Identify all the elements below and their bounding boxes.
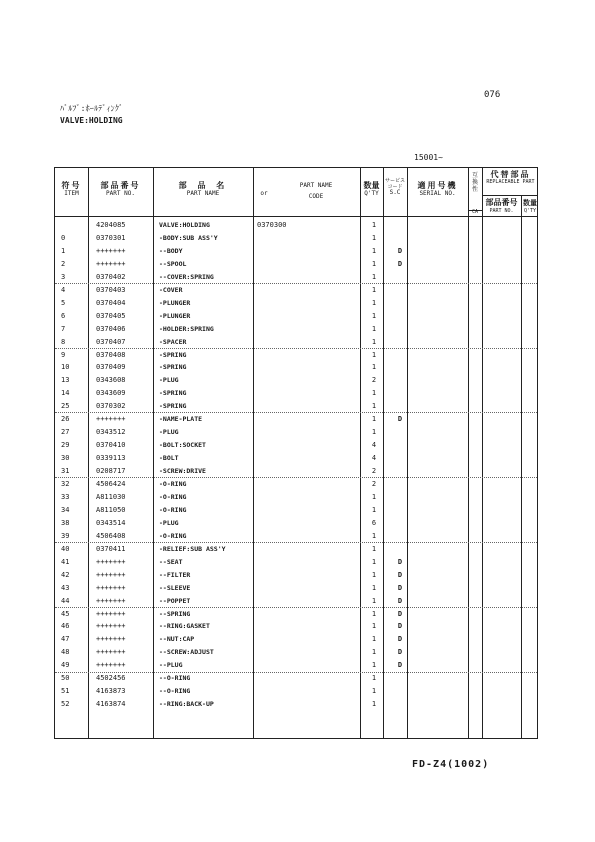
part-name-cell: -PLUNGER — [159, 311, 191, 320]
table-row — [55, 337, 537, 348]
part-no-cell: +++++++ — [96, 583, 126, 592]
table-row — [55, 596, 537, 607]
part-no-cell: 0370411 — [96, 544, 126, 553]
qty-cell: 1 — [371, 648, 377, 657]
item-cell: 0 — [61, 233, 66, 242]
service-code-cell: D — [397, 415, 403, 424]
qty-cell: 1 — [371, 350, 377, 359]
item-cell: 43 — [61, 583, 70, 592]
qty-cell: 1 — [371, 428, 377, 437]
table-row — [55, 686, 537, 697]
part-no-cell: +++++++ — [96, 415, 126, 424]
service-code-cell: D — [397, 583, 403, 592]
header-item: 符号 ITEM — [61, 181, 82, 197]
qty-cell: 1 — [371, 246, 377, 255]
qty-cell: 1 — [371, 557, 377, 566]
qty-cell: 4 — [371, 441, 377, 450]
table-row — [55, 505, 537, 516]
item-cell: 44 — [61, 596, 70, 605]
part-no-cell: +++++++ — [96, 609, 126, 618]
service-code-cell: D — [397, 246, 403, 255]
part-name-cell: -SPACER — [159, 337, 187, 346]
part-no-cell: +++++++ — [96, 246, 126, 255]
header-qty: 数量 Q'TY — [363, 181, 380, 197]
item-cell: 41 — [61, 557, 70, 566]
part-name-cell: VALVE:HOLDING — [159, 221, 210, 229]
item-cell: 26 — [61, 415, 70, 424]
item-cell: 5 — [61, 298, 66, 307]
header-part-name: 部 品 名 PART NAME — [178, 181, 228, 197]
part-no-cell: 4204085 — [96, 221, 126, 229]
part-name-cell: -BOLT:SOCKET — [159, 441, 206, 450]
item-cell: 46 — [61, 622, 70, 631]
table-row — [55, 647, 537, 658]
part-name-cell: --SEAT — [159, 557, 183, 566]
table-row — [55, 479, 537, 490]
part-name-cell: -SPRING — [159, 350, 187, 359]
item-cell: 7 — [61, 324, 66, 333]
part-name-cell: --SPRING — [159, 609, 191, 618]
part-name-cell: --SLEEVE — [159, 583, 191, 592]
table-row — [55, 350, 537, 361]
part-name-cell: --POPPET — [159, 596, 191, 605]
qty-cell: 2 — [371, 467, 377, 476]
item-cell: 34 — [61, 505, 70, 514]
part-name-cell: -NAME-PLATE — [159, 415, 203, 424]
qty-cell: 1 — [371, 635, 377, 644]
part-no-cell: +++++++ — [96, 557, 126, 566]
part-no-cell: 0343514 — [96, 518, 126, 527]
qty-cell: 1 — [371, 415, 377, 424]
service-code-cell: D — [397, 622, 403, 631]
qty-cell: 1 — [371, 609, 377, 618]
part-no-cell: 0370302 — [96, 402, 126, 411]
part-no-cell: 4506408 — [96, 531, 126, 540]
item-cell: 6 — [61, 311, 66, 320]
table-row — [55, 609, 537, 620]
table-row — [55, 570, 537, 581]
part-no-cell: A811030 — [96, 492, 126, 501]
part-name-cell: -O-RING — [159, 531, 187, 540]
table-row — [55, 220, 537, 231]
item-cell: 29 — [61, 441, 70, 450]
qty-cell: 2 — [371, 480, 377, 488]
title-japanese: ﾊﾞﾙﾌﾞ:ﾎｰﾙﾃﾞｨﾝｸﾞ — [60, 104, 124, 113]
item-cell: 10 — [61, 363, 70, 372]
part-name-cell: -BODY:SUB ASS'Y — [159, 233, 218, 242]
serial-range: 15001~ — [414, 153, 443, 162]
part-name-cell: --NUT:CAP — [159, 635, 195, 644]
qty-cell: 1 — [371, 622, 377, 631]
qty-cell: 1 — [371, 544, 377, 553]
table-row — [55, 440, 537, 451]
table-row — [55, 233, 537, 244]
part-name-cell: -RELIEF:SUB ASS'Y — [159, 544, 226, 553]
qty-cell: 1 — [371, 221, 377, 229]
qty-cell: 1 — [371, 337, 377, 346]
qty-cell: 1 — [371, 311, 377, 320]
item-cell: 40 — [61, 544, 70, 553]
qty-cell: 1 — [371, 272, 377, 281]
item-cell: 13 — [61, 376, 70, 385]
header-serial: 適用号機 SERIAL NO. — [417, 181, 458, 197]
table-row — [55, 621, 537, 632]
part-name-cell: --COVER:SPRING — [159, 272, 214, 281]
table-row — [55, 324, 537, 335]
table-row — [55, 466, 537, 477]
item-cell: 47 — [61, 635, 70, 644]
table-row — [55, 272, 537, 283]
table-row — [55, 375, 537, 386]
title-english: VALVE:HOLDING — [60, 116, 123, 125]
part-no-cell: 0343609 — [96, 389, 126, 398]
part-name-cell: -SPRING — [159, 389, 187, 398]
part-name-cell: --RING:GASKET — [159, 622, 210, 631]
qty-cell: 1 — [371, 285, 377, 294]
service-code-cell: D — [397, 259, 403, 268]
part-no-cell: +++++++ — [96, 259, 126, 268]
part-no-cell: 0370402 — [96, 272, 126, 281]
part-no-cell: +++++++ — [96, 596, 126, 605]
qty-cell: 1 — [371, 505, 377, 514]
qty-cell: 4 — [371, 454, 377, 463]
item-cell: 2 — [61, 259, 66, 268]
part-name-cell: -O-RING — [159, 492, 187, 501]
part-name-cell: -COVER — [159, 285, 183, 294]
part-code-cell: 0370300 — [257, 221, 287, 229]
item-cell: 39 — [61, 531, 70, 540]
qty-cell: 1 — [371, 402, 377, 411]
part-name-cell: -SPRING — [159, 363, 187, 372]
table-row — [55, 518, 537, 529]
part-name-cell: -PLUNGER — [159, 298, 191, 307]
part-name-cell: --SPOOL — [159, 259, 187, 268]
table-row — [55, 388, 537, 399]
qty-cell: 1 — [371, 531, 377, 540]
qty-cell: 1 — [371, 570, 377, 579]
table-row — [55, 285, 537, 296]
header-part-no: 部品番号 PART NO. — [100, 181, 141, 197]
part-no-cell: 0370301 — [96, 233, 126, 242]
part-no-cell: +++++++ — [96, 635, 126, 644]
part-no-cell: +++++++ — [96, 648, 126, 657]
part-name-cell: -SPRING — [159, 402, 187, 411]
item-cell: 3 — [61, 272, 66, 281]
part-no-cell: 0370406 — [96, 324, 126, 333]
qty-cell: 1 — [371, 674, 377, 683]
part-no-cell: 0370408 — [96, 350, 126, 359]
item-cell: 51 — [61, 687, 70, 696]
item-cell: 27 — [61, 428, 70, 437]
service-code-cell: D — [397, 661, 403, 670]
part-name-cell: --BODY — [159, 246, 183, 255]
qty-cell: 6 — [371, 518, 377, 527]
item-cell: 25 — [61, 402, 70, 411]
table-row — [55, 298, 537, 309]
qty-cell: 1 — [371, 233, 377, 242]
part-name-cell: -O-RING — [159, 505, 187, 514]
part-no-cell: 0370403 — [96, 285, 126, 294]
item-cell: 48 — [61, 648, 70, 657]
header-replaceable: 代替部品 REPLACEABLE PART — [486, 170, 535, 185]
item-cell: 4 — [61, 285, 66, 294]
qty-cell: 1 — [371, 700, 377, 709]
item-cell: 45 — [61, 609, 70, 618]
group-separator — [55, 477, 537, 478]
part-no-cell: 4163874 — [96, 700, 126, 709]
document-code: FD-Z4(1002) — [412, 759, 490, 770]
service-code-cell: D — [397, 596, 403, 605]
part-name-cell: -HOLDER:SPRING — [159, 324, 214, 333]
part-name-cell: -BOLT — [159, 454, 179, 463]
part-name-cell: --O-RING — [159, 674, 191, 683]
table-row — [55, 453, 537, 464]
part-name-cell: -PLUG — [159, 428, 179, 437]
qty-cell: 1 — [371, 596, 377, 605]
part-no-cell: 0339113 — [96, 454, 126, 463]
item-cell: 8 — [61, 337, 66, 346]
table-row — [55, 246, 537, 257]
item-cell: 32 — [61, 480, 70, 488]
header-rule — [55, 216, 537, 217]
qty-cell: 1 — [371, 661, 377, 670]
part-no-cell: A811050 — [96, 505, 126, 514]
service-code-cell: D — [397, 635, 403, 644]
part-no-cell: 0370405 — [96, 311, 126, 320]
part-name-cell: --FILTER — [159, 570, 191, 579]
part-no-cell: 0370404 — [96, 298, 126, 307]
item-cell: 31 — [61, 467, 70, 476]
item-cell: 38 — [61, 518, 70, 527]
table-row — [55, 699, 537, 710]
part-no-cell: 0370410 — [96, 441, 126, 450]
qty-cell: 1 — [371, 363, 377, 372]
header-code: PART NAME CODE — [299, 182, 333, 200]
service-code-cell: D — [397, 570, 403, 579]
qty-cell: 1 — [371, 583, 377, 592]
table-row — [55, 492, 537, 503]
item-cell: 49 — [61, 661, 70, 670]
parts-table — [54, 167, 538, 739]
table-row — [55, 660, 537, 671]
table-row — [55, 673, 537, 684]
item-cell: 42 — [61, 570, 70, 579]
table-row — [55, 414, 537, 425]
service-code-cell: D — [397, 609, 403, 618]
item-cell: 33 — [61, 492, 70, 501]
part-no-cell: +++++++ — [96, 570, 126, 579]
table-row — [55, 583, 537, 594]
part-no-cell: 4506424 — [96, 480, 126, 488]
table-row — [55, 557, 537, 568]
part-no-cell: 4163873 — [96, 687, 126, 696]
qty-cell: 2 — [371, 376, 377, 385]
qty-cell: 1 — [371, 389, 377, 398]
header-repl-part-no: 部品番号 PART NO. — [485, 198, 518, 214]
header-compat: 互換性 — [471, 172, 478, 193]
item-cell: 9 — [61, 350, 66, 359]
part-no-cell: +++++++ — [96, 622, 126, 631]
qty-cell: 1 — [371, 259, 377, 268]
part-no-cell: 0208717 — [96, 467, 126, 476]
part-no-cell: 0343608 — [96, 376, 126, 385]
part-name-cell: -O-RING — [159, 480, 187, 488]
table-row — [55, 427, 537, 438]
item-cell: 30 — [61, 454, 70, 463]
table-row — [55, 362, 537, 373]
table-row — [55, 401, 537, 412]
part-no-cell: 4502456 — [96, 674, 126, 683]
table-row — [55, 259, 537, 270]
header-ca: CA — [471, 209, 479, 215]
part-name-cell: --PLUG — [159, 661, 183, 670]
part-no-cell: 0370407 — [96, 337, 126, 346]
qty-cell: 1 — [371, 324, 377, 333]
header-repl-qty: 数量 Q'TY — [523, 199, 537, 214]
part-name-cell: -PLUG — [159, 376, 179, 385]
item-cell: 52 — [61, 700, 70, 709]
header-service-code: サービスコード S.C — [384, 178, 405, 196]
part-name-cell: --RING:BACK-UP — [159, 700, 214, 709]
table-row — [55, 634, 537, 645]
part-no-cell: 0343512 — [96, 428, 126, 437]
part-no-cell: +++++++ — [96, 661, 126, 670]
table-row — [55, 531, 537, 542]
part-name-cell: --SCREW:ADJUST — [159, 648, 214, 657]
item-cell: 50 — [61, 674, 70, 683]
service-code-cell: D — [397, 557, 403, 566]
item-cell: 14 — [61, 389, 70, 398]
part-name-cell: --O-RING — [159, 687, 191, 696]
service-code-cell: D — [397, 648, 403, 657]
page-number: 076 — [484, 90, 501, 100]
table-row — [55, 311, 537, 322]
qty-cell: 1 — [371, 687, 377, 696]
part-name-cell: -PLUG — [159, 518, 179, 527]
header-or: or — [260, 190, 268, 197]
qty-cell: 1 — [371, 492, 377, 501]
table-row — [55, 544, 537, 555]
item-cell: 1 — [61, 246, 66, 255]
part-no-cell: 0370409 — [96, 363, 126, 372]
part-name-cell: -SCREW:DRIVE — [159, 467, 206, 476]
qty-cell: 1 — [371, 298, 377, 307]
repl-subheader-line — [482, 195, 537, 196]
